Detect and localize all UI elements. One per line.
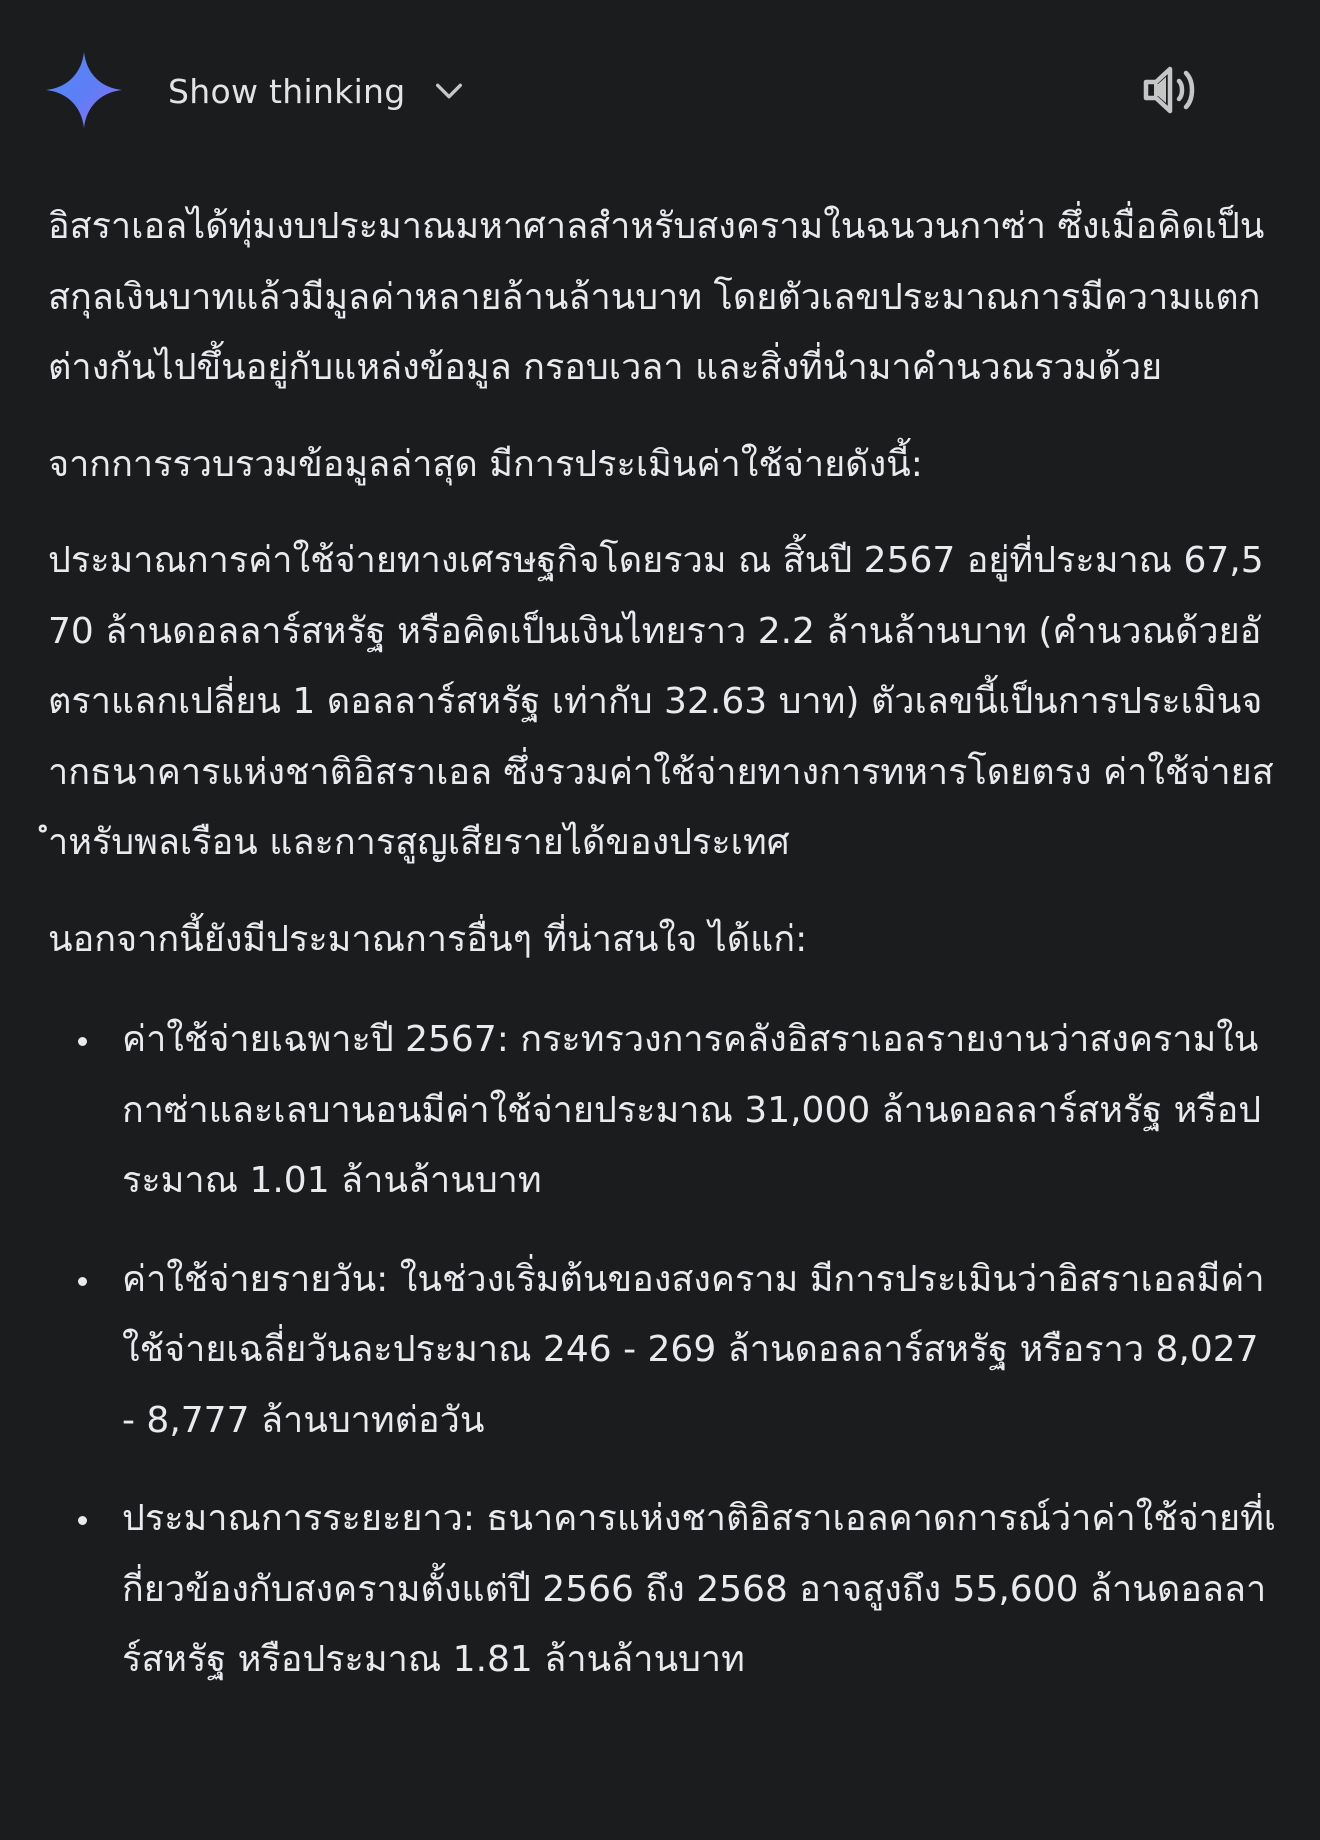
bullet-dot bbox=[78, 1037, 87, 1046]
overall-estimate-paragraph: ประมาณการค่าใช้จ่ายทางเศรษฐกิจโดยรวม ณ สิ้นปี 2567 อยู่ที่ประมาณ 67,570 ล้านดอลลาร์สหรัฐ หรือคิดเป็นเงินไทยราว 2.2 ล้านล้านบาท (คำนวณด้วยอัตราแลกเปลี่ยน 1 ดอลลาร์สหรัฐ เท่ากับ 32.63 บาท) ตัวเลขนี้เป็นการประเมินจากธนาคารแห่งชาติอิสราเอล ซึ่งรวมค่าใช้จ่ายทางการทหารโดยตรง ค่าใช้จ่ายสำหรับพลเรือน และการสูญเสียรายได้ของประเทศ bbox=[48, 540, 1274, 863]
bullet-dot bbox=[78, 1516, 87, 1525]
list-item-label: ประมาณการระยะยาว: bbox=[122, 1498, 475, 1539]
list-item bbox=[48, 1005, 1280, 1217]
show-thinking-toggle[interactable] bbox=[168, 66, 466, 116]
gemini-sparkle-icon bbox=[46, 52, 122, 128]
list-item-text: กระทรวงการคลังอิสราเอลรายงานว่าสงครามในกาซ่าและเลบานอนมีค่าใช้จ่ายประมาณ 31,000 ล้านดอลลาร์สหรัฐ หรือประมาณ 1.01 ล้านล้านบาท bbox=[122, 1019, 1262, 1201]
response-header bbox=[0, 0, 1320, 180]
list-item bbox=[48, 1484, 1280, 1696]
estimate-list bbox=[48, 1005, 1280, 1696]
list-item-text: ธนาคารแห่งชาติอิสราเอลคาดการณ์ว่าค่าใช้จ่ายที่เกี่ยวข้องกับสงครามตั้งแต่ปี 2566 ถึง 2568 อาจสูงถึง 55,600 ล้านดอลลาร์สหรัฐ หรือประมาณ 1.81 ล้านล้านบาท bbox=[122, 1498, 1277, 1680]
show-thinking-label: Show thinking bbox=[168, 71, 406, 111]
list-item-text: ในช่วงเริ่มต้นของสงคราม มีการประเมินว่าอิสราเอลมีค่าใช้จ่ายเฉลี่ยวันละประมาณ 246 - 269 ล้านดอลลาร์สหรัฐ หรือราว 8,027 - 8,777 ล้านบาทต่อวัน bbox=[122, 1258, 1265, 1441]
other-estimates-lead: นอกจากนี้ยังมีประมาณการอื่นๆ ที่น่าสนใจ ได้แก่: bbox=[48, 918, 808, 960]
bullet-dot bbox=[78, 1277, 87, 1286]
chevron-down-icon bbox=[432, 74, 466, 108]
speaker-volume-icon[interactable] bbox=[1138, 58, 1202, 122]
lead-paragraph: จากการรวบรวมข้อมูลล่าสุด มีการประเมินค่าใช้จ่ายดังนี้: bbox=[48, 443, 923, 485]
list-item-label: ค่าใช้จ่ายรายวัน: bbox=[122, 1258, 389, 1300]
response-body bbox=[48, 192, 1280, 1724]
intro-paragraph: อิสราเอลได้ทุ่มงบประมาณมหาศาลสำหรับสงครามในฉนวนกาซ่า ซึ่งเมื่อคิดเป็นสกุลเงินบาทแล้วมีมูลค่าหลายล้านล้านบาท โดยตัวเลขประมาณการมีความแตกต่างกันไปขึ้นอยู่กับแหล่งข้อมูล กรอบเวลา และสิ่งที่นำมาคำนวณรวมด้วย bbox=[48, 206, 1265, 388]
list-item bbox=[48, 1245, 1280, 1457]
list-item-label: ค่าใช้จ่ายเฉพาะปี 2567: bbox=[122, 1019, 509, 1060]
